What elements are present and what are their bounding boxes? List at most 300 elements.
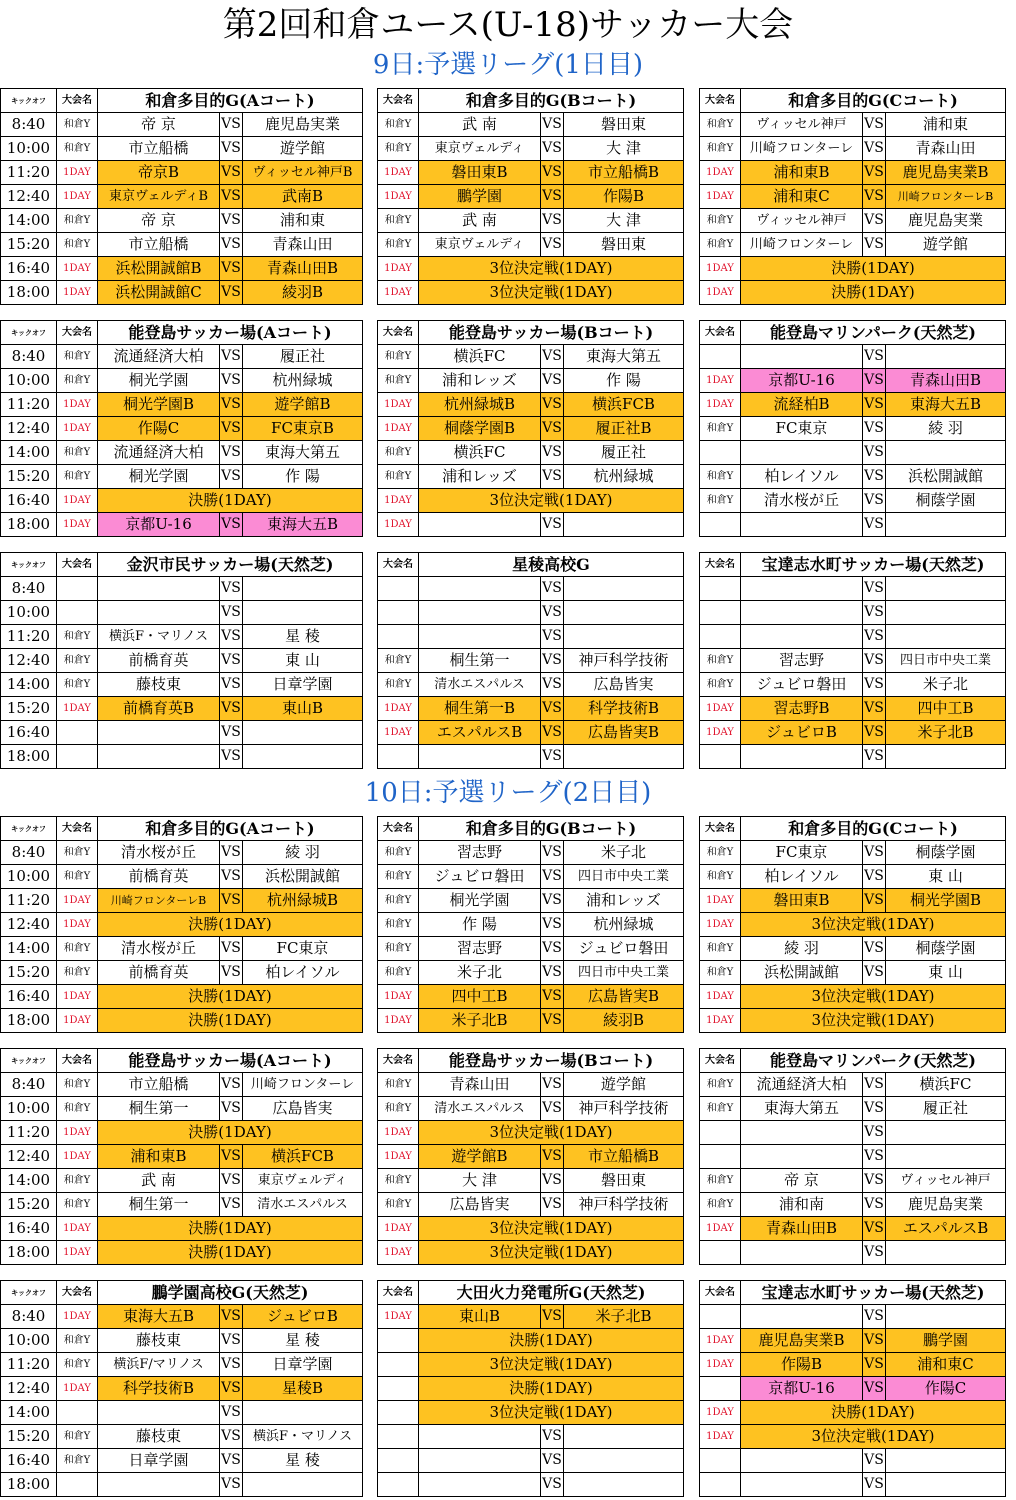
kickoff-time: 12:40 [1, 185, 57, 209]
header-row [1, 1049, 363, 1073]
competition-cell: 1DAY [700, 281, 741, 305]
home-team: 流通経済大柏 [98, 441, 220, 465]
competition-cell: 1DAY [378, 721, 419, 745]
vs-label: VS [541, 1449, 564, 1473]
competition-cell: 和倉Y [700, 137, 741, 161]
competition-cell: 和倉Y [700, 961, 741, 985]
kickoff-time: 10:00 [1, 137, 57, 161]
away-team: 四日市中央工業 [564, 961, 684, 985]
home-team: 習志野 [741, 649, 863, 673]
vs-label: VS [220, 393, 243, 417]
home-team [741, 513, 863, 537]
competition-cell: 和倉Y [57, 1193, 98, 1217]
vs-label: VS [863, 1217, 886, 1241]
kickoff-time: 8:40 [1, 1305, 57, 1329]
away-team: 東 山 [886, 865, 1006, 889]
vs-label: VS [863, 1473, 886, 1497]
away-team: 科学技術B [564, 697, 684, 721]
kickoff-time: 10:00 [1, 369, 57, 393]
competition-cell [700, 441, 741, 465]
competition-cell: 1DAY [378, 257, 419, 281]
match-row [700, 1329, 1006, 1353]
away-team [886, 1145, 1006, 1169]
competition-cell: 1DAY [378, 1009, 419, 1033]
away-team: 広島皆実 [243, 1097, 363, 1121]
away-team: 星 稜 [243, 1329, 363, 1353]
competition-cell: 和倉Y [700, 1073, 741, 1097]
competition-header: 大会名 [378, 89, 419, 113]
competition-cell: 和倉Y [57, 209, 98, 233]
vs-label: VS [541, 369, 564, 393]
away-team [886, 1241, 1006, 1265]
competition-cell: 和倉Y [378, 345, 419, 369]
vs-label: VS [220, 1353, 243, 1377]
competition-cell: 和倉Y [700, 1169, 741, 1193]
away-team: 遊学館 [886, 233, 1006, 257]
match-row [378, 697, 684, 721]
home-team: 桐生第一 [419, 649, 541, 673]
match-row [1, 1073, 363, 1097]
home-team: 帝京B [98, 161, 220, 185]
home-team [419, 513, 541, 537]
vs-label: VS [863, 865, 886, 889]
vs-label: VS [220, 1449, 243, 1473]
away-team: 履正社 [886, 1097, 1006, 1121]
competition-cell [57, 577, 98, 601]
competition-cell: 和倉Y [57, 673, 98, 697]
away-team: 横浜FC [886, 1073, 1006, 1097]
away-team: 綾羽B [243, 281, 363, 305]
kickoff-time: 15:20 [1, 465, 57, 489]
vs-label: VS [863, 1329, 886, 1353]
match-row [378, 1329, 684, 1353]
competition-cell: 1DAY [700, 889, 741, 913]
away-team: 柏レイソル [243, 961, 363, 985]
away-team: 大 津 [564, 209, 684, 233]
away-team: 横浜FCB [564, 393, 684, 417]
away-team: 浦和東 [243, 209, 363, 233]
competition-cell: 1DAY [57, 1217, 98, 1241]
venue-name: 能登島サッカー場(Aコート) [98, 1049, 363, 1073]
competition-cell: 1DAY [57, 185, 98, 209]
competition-cell: 和倉Y [378, 209, 419, 233]
away-team [886, 1121, 1006, 1145]
kickoff-header: キックオフ [1, 321, 57, 345]
match-row [378, 1305, 684, 1329]
match-row [1, 1169, 363, 1193]
vs-label: VS [863, 697, 886, 721]
competition-cell [700, 1473, 741, 1497]
competition-cell: 1DAY [57, 697, 98, 721]
kickoff-time: 10:00 [1, 1329, 57, 1353]
match-row [1, 865, 363, 889]
competition-cell: 1DAY [57, 1009, 98, 1033]
competition-cell [700, 513, 741, 537]
vs-label: VS [863, 513, 886, 537]
competition-cell [378, 1329, 419, 1353]
home-team: 前橋育英 [98, 961, 220, 985]
competition-cell: 1DAY [700, 913, 741, 937]
away-team [886, 625, 1006, 649]
home-team: ヴィッセル神戸 [741, 209, 863, 233]
kickoff-time: 15:20 [1, 1425, 57, 1449]
schedule-table [0, 816, 363, 1033]
home-team: 横浜F・マリノス [98, 625, 220, 649]
kickoff-time: 14:00 [1, 673, 57, 697]
competition-cell: 1DAY [700, 393, 741, 417]
vs-label: VS [541, 233, 564, 257]
home-team: ジュビロ磐田 [741, 673, 863, 697]
away-team: 市立船橋B [564, 161, 684, 185]
home-team: FC東京 [741, 841, 863, 865]
match-row [700, 913, 1006, 937]
vs-label: VS [220, 1169, 243, 1193]
competition-cell [378, 577, 419, 601]
kickoff-time: 11:20 [1, 1353, 57, 1377]
header-row [378, 321, 684, 345]
match-row [700, 865, 1006, 889]
competition-cell: 和倉Y [57, 865, 98, 889]
schedule-table [699, 88, 1006, 305]
header-row [700, 89, 1006, 113]
match-row [1, 697, 363, 721]
match-row [378, 1425, 684, 1449]
schedule-table [377, 320, 684, 537]
kickoff-time: 16:40 [1, 1217, 57, 1241]
home-team: 浜松開誠館 [741, 961, 863, 985]
away-team: 履正社B [564, 417, 684, 441]
competition-header: 大会名 [57, 1049, 98, 1073]
competition-cell [378, 1425, 419, 1449]
match-label: 決勝(1DAY) [741, 281, 1006, 305]
competition-cell: 1DAY [378, 513, 419, 537]
home-team: 京都U-16 [741, 1377, 863, 1401]
header-row [378, 1049, 684, 1073]
competition-cell: 1DAY [700, 185, 741, 209]
away-team [886, 745, 1006, 769]
competition-cell: 和倉Y [378, 1193, 419, 1217]
match-row [378, 137, 684, 161]
competition-cell: 1DAY [57, 257, 98, 281]
away-team: 鹿児島実業 [243, 113, 363, 137]
match-row [1, 137, 363, 161]
match-row [1, 1305, 363, 1329]
away-team [564, 1449, 684, 1473]
match-row [700, 1121, 1006, 1145]
competition-cell: 和倉Y [57, 1097, 98, 1121]
home-team: 清水エスパルス [419, 673, 541, 697]
home-team: 川崎フロンターレ [741, 233, 863, 257]
match-row [378, 913, 684, 937]
vs-label: VS [220, 417, 243, 441]
away-team: 作 陽 [564, 369, 684, 393]
header-row [1, 817, 363, 841]
home-team: 科学技術B [98, 1377, 220, 1401]
home-team: 杭州緑城B [419, 393, 541, 417]
away-team: 四日市中央工業 [886, 649, 1006, 673]
away-team: 横浜F・マリノス [243, 1425, 363, 1449]
match-row [700, 417, 1006, 441]
kickoff-time: 8:40 [1, 577, 57, 601]
match-row [1, 1353, 363, 1377]
away-team [243, 1401, 363, 1425]
vs-label: VS [541, 137, 564, 161]
competition-cell: 1DAY [57, 1305, 98, 1329]
home-team: 広島皆実 [419, 1193, 541, 1217]
match-row [1, 1473, 363, 1497]
home-team: 習志野 [419, 841, 541, 865]
match-row [700, 489, 1006, 513]
vs-label: VS [863, 1449, 886, 1473]
competition-cell: 1DAY [700, 721, 741, 745]
vs-label: VS [863, 465, 886, 489]
home-team: FC東京 [741, 417, 863, 441]
vs-label: VS [863, 233, 886, 257]
header-row [700, 1049, 1006, 1073]
competition-cell: 1DAY [700, 1425, 741, 1449]
vs-label: VS [863, 417, 886, 441]
competition-header: 大会名 [57, 817, 98, 841]
away-team: 磐田東 [564, 113, 684, 137]
competition-header: 大会名 [378, 321, 419, 345]
match-row [700, 937, 1006, 961]
competition-cell: 和倉Y [378, 865, 419, 889]
match-label: 3位決定戦(1DAY) [419, 281, 684, 305]
schedule-table [699, 1280, 1006, 1497]
home-team [741, 1305, 863, 1329]
match-row [1, 601, 363, 625]
home-team [741, 577, 863, 601]
match-row [1, 577, 363, 601]
home-team: 浜松開誠館B [98, 257, 220, 281]
competition-cell [57, 721, 98, 745]
competition-cell [378, 1401, 419, 1425]
vs-label: VS [220, 1073, 243, 1097]
match-row [378, 841, 684, 865]
vs-label: VS [220, 865, 243, 889]
kickoff-time: 11:20 [1, 161, 57, 185]
match-row [700, 1473, 1006, 1497]
match-label: 3位決定戦(1DAY) [419, 1401, 684, 1425]
match-row [1, 1097, 363, 1121]
away-team: 浦和東C [886, 1353, 1006, 1377]
match-row [1, 113, 363, 137]
match-row [378, 1121, 684, 1145]
vs-label: VS [541, 985, 564, 1009]
home-team: 藤枝東 [98, 673, 220, 697]
away-team: 鵬学園 [886, 1329, 1006, 1353]
home-team [741, 745, 863, 769]
vs-label: VS [541, 721, 564, 745]
match-label: 決勝(1DAY) [741, 257, 1006, 281]
competition-cell: 和倉Y [378, 1169, 419, 1193]
vs-label: VS [220, 745, 243, 769]
kickoff-time: 18:00 [1, 1473, 57, 1497]
home-team: 作陽B [741, 1353, 863, 1377]
vs-label: VS [220, 1377, 243, 1401]
competition-cell: 1DAY [700, 985, 741, 1009]
competition-cell: 和倉Y [378, 937, 419, 961]
match-row [378, 1377, 684, 1401]
home-team: ジュビロ磐田 [419, 865, 541, 889]
home-team [741, 1121, 863, 1145]
match-row [1, 441, 363, 465]
header-row [1, 1281, 363, 1305]
away-team: 神戸科学技術 [564, 1097, 684, 1121]
vs-label: VS [220, 1425, 243, 1449]
vs-label: VS [863, 1193, 886, 1217]
vs-label: VS [541, 1473, 564, 1497]
competition-cell: 1DAY [57, 489, 98, 513]
competition-cell: 和倉Y [378, 1097, 419, 1121]
competition-cell: 和倉Y [700, 1193, 741, 1217]
competition-header: 大会名 [700, 1049, 741, 1073]
competition-cell: 和倉Y [700, 1097, 741, 1121]
match-row [378, 1169, 684, 1193]
match-row [700, 513, 1006, 537]
vs-label: VS [541, 441, 564, 465]
match-row [700, 1217, 1006, 1241]
away-team: 桐蔭学園 [886, 937, 1006, 961]
match-row [700, 1009, 1006, 1033]
competition-cell: 1DAY [700, 1353, 741, 1377]
kickoff-time: 12:40 [1, 649, 57, 673]
vs-label: VS [863, 137, 886, 161]
competition-cell: 和倉Y [57, 649, 98, 673]
vs-label: VS [220, 889, 243, 913]
home-team: ヴィッセル神戸 [741, 113, 863, 137]
away-team: 米子北B [564, 1305, 684, 1329]
home-team [419, 745, 541, 769]
match-row [378, 721, 684, 745]
vs-label: VS [541, 1097, 564, 1121]
kickoff-header: キックオフ [1, 1049, 57, 1073]
vs-label: VS [863, 721, 886, 745]
kickoff-time: 14:00 [1, 937, 57, 961]
vs-label: VS [220, 345, 243, 369]
kickoff-time: 18:00 [1, 281, 57, 305]
match-row [700, 233, 1006, 257]
match-row [700, 161, 1006, 185]
home-team: 横浜FC [419, 441, 541, 465]
match-row [700, 209, 1006, 233]
kickoff-time: 11:20 [1, 1121, 57, 1145]
competition-cell [700, 1241, 741, 1265]
competition-cell: 和倉Y [378, 113, 419, 137]
home-team: 東海大五B [98, 1305, 220, 1329]
home-team: 東京ヴェルディB [98, 185, 220, 209]
schedule-table [377, 816, 684, 1033]
schedule-table [699, 1048, 1006, 1265]
kickoff-time: 18:00 [1, 1009, 57, 1033]
kickoff-time: 14:00 [1, 1401, 57, 1425]
competition-header: 大会名 [700, 817, 741, 841]
home-team: 横浜FC [419, 345, 541, 369]
schedule-table [377, 1048, 684, 1265]
competition-cell: 和倉Y [57, 1449, 98, 1473]
away-team: 米子北 [886, 673, 1006, 697]
match-row [700, 1145, 1006, 1169]
away-team [886, 1473, 1006, 1497]
vs-label: VS [220, 281, 243, 305]
match-row [378, 865, 684, 889]
match-row [378, 937, 684, 961]
home-team: 藤枝東 [98, 1329, 220, 1353]
home-team: 作 陽 [419, 913, 541, 937]
competition-cell: 1DAY [57, 1145, 98, 1169]
home-team: エスパルスB [419, 721, 541, 745]
home-team: 青森山田 [419, 1073, 541, 1097]
away-team: 東山B [243, 697, 363, 721]
competition-cell: 和倉Y [378, 1073, 419, 1097]
match-row [1, 257, 363, 281]
match-row [378, 393, 684, 417]
match-label: 3位決定戦(1DAY) [419, 1121, 684, 1145]
away-team: 履正社 [243, 345, 363, 369]
match-label: 決勝(1DAY) [98, 913, 363, 937]
vs-label: VS [541, 1009, 564, 1033]
match-row [1, 961, 363, 985]
away-team: 日章学園 [243, 673, 363, 697]
home-team: 磐田東B [419, 161, 541, 185]
home-team: ジュビロB [741, 721, 863, 745]
competition-cell: 1DAY [57, 889, 98, 913]
vs-label: VS [220, 441, 243, 465]
match-row [700, 1305, 1006, 1329]
match-row [700, 345, 1006, 369]
kickoff-time: 16:40 [1, 1449, 57, 1473]
competition-cell: 和倉Y [57, 137, 98, 161]
away-team: 広島皆実 [564, 673, 684, 697]
vs-label: VS [863, 841, 886, 865]
competition-cell: 和倉Y [57, 1169, 98, 1193]
competition-header: 大会名 [378, 1049, 419, 1073]
competition-cell: 和倉Y [57, 625, 98, 649]
match-label: 決勝(1DAY) [98, 985, 363, 1009]
away-team [564, 1473, 684, 1497]
away-team: 横浜FCB [243, 1145, 363, 1169]
home-team: 流通経済大柏 [98, 345, 220, 369]
away-team: 杭州緑城 [564, 465, 684, 489]
venue-name: 和倉多目的G(Aコート) [98, 89, 363, 113]
schedule-table [377, 1280, 684, 1497]
home-team: 京都U-16 [741, 369, 863, 393]
match-row [700, 441, 1006, 465]
competition-header: 大会名 [700, 553, 741, 577]
home-team [741, 1145, 863, 1169]
competition-cell: 1DAY [378, 1241, 419, 1265]
away-team: 青森山田B [243, 257, 363, 281]
kickoff-time: 12:40 [1, 417, 57, 441]
match-row [700, 185, 1006, 209]
venue-name: 宝達志水町サッカー場(天然芝) [741, 1281, 1006, 1305]
competition-cell: 和倉Y [700, 233, 741, 257]
vs-label: VS [220, 601, 243, 625]
competition-cell: 和倉Y [700, 865, 741, 889]
away-team [243, 601, 363, 625]
vs-label: VS [220, 649, 243, 673]
home-team [419, 1425, 541, 1449]
match-row [700, 1241, 1006, 1265]
match-row [378, 1145, 684, 1169]
home-team: 桐光学園B [98, 393, 220, 417]
venue-name: 和倉多目的G(Cコート) [741, 817, 1006, 841]
competition-cell: 1DAY [57, 513, 98, 537]
kickoff-time: 8:40 [1, 113, 57, 137]
competition-cell: 和倉Y [378, 137, 419, 161]
match-label: 決勝(1DAY) [419, 1329, 684, 1353]
competition-header: 大会名 [700, 321, 741, 345]
